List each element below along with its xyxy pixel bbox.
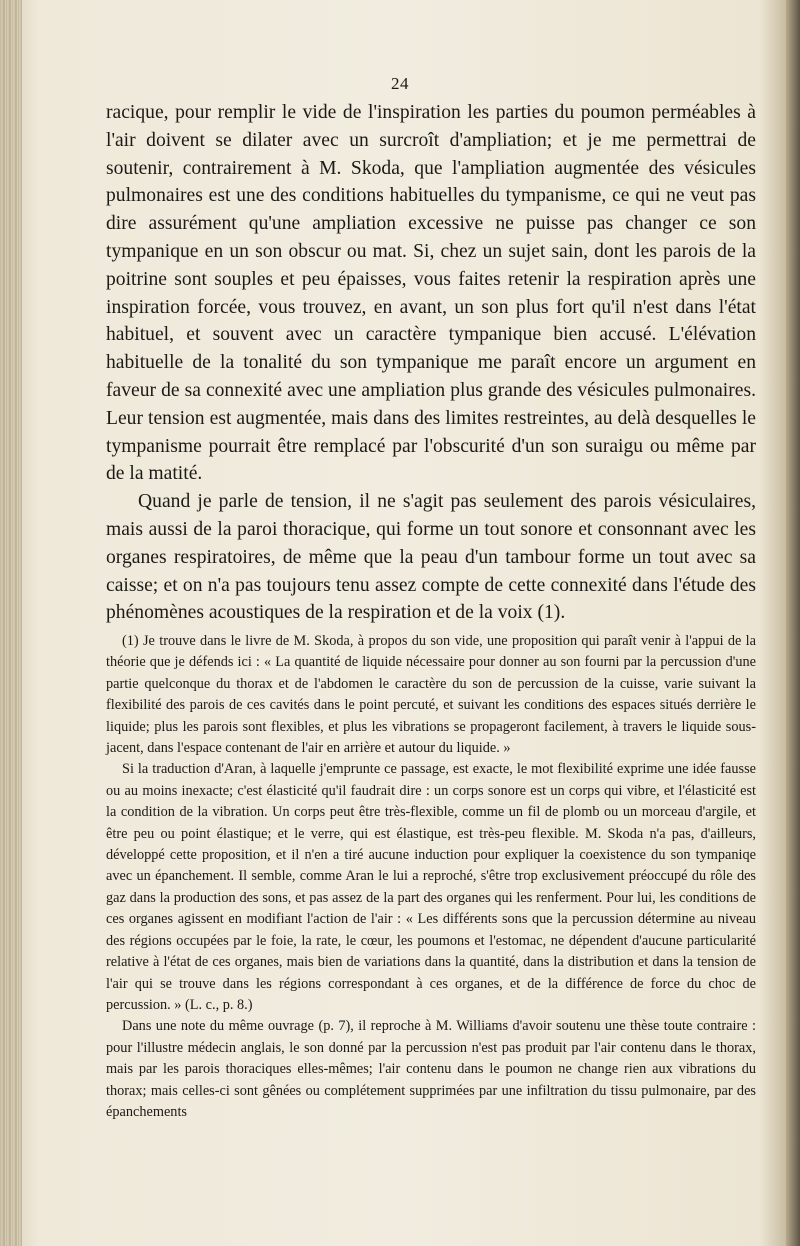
page-right-shadow (786, 0, 800, 1246)
main-text (106, 99, 756, 627)
footnote-paragraph-1: (1) Je trouve dans le livre de M. Skoda, à propos du son vide, une proposition qui paraît venir à l'appui de la théorie que je défends ici : « La quantité de liquide nécessaire pour donner au son fourni par la percussion d'une partie quelconque du thorax et de l'abdomen le caractère du son de percussion de la cuisse, varie suivant la flexibilité des parois de ces cavités dans le point percuté, et suivant les conditions des espaces situés derrière le liquide; plus les parois sont flexibles, et plus les vibrations se propageront facilement, à travers le liquide sous-jacent, dans l'espace contenant de l'air en arrière et autour du liquide. » (106, 633, 756, 757)
body-paragraph-2: Quand je parle de tension, il ne s'agit pas seulement des parois vésiculaires, mais aussi de la paroi thoracique, qui forme un tout sonore et consonnant avec les organes respiratoires, de même que la peau d'un tambour forme un tout avec sa caisse; et on n'a pas toujours tenu assez compte de cette connexité dans l'étude des phénomènes acoustiques de la respiration et de la voix (1). (106, 491, 756, 624)
body-paragraph-1: racique, pour remplir le vide de l'inspiration les parties du poumon perméables à l'air doivent se dilater avec un surcroît d'ampliation; et je me permettrai de soutenir, contrairement à M. Skoda, que l'ampliation augmentée des vésicules pulmonaires est une des conditions habituelles du tympanisme, ce qui ne veut pas dire assurément qu'une ampliation excessive ne puisse pas changer ce son tympanique en un son obscur ou mat. Si, chez un sujet sain, dont les parois de la poitrine sont souples et peu épaisses, vous faites retenir la respiration après une inspiration forcée, vous trouvez, en avant, un son plus fort qu'il n'est dans l'état habituel, et souvent avec un caractère tympanique bien accusé. L'élévation habituelle de la tonalité du son tympanique me paraît encore un argument en faveur de sa connexité avec une ampliation plus grande des vésicules pulmonaires. Leur tension est augmentée, mais dans des limites restreintes, au delà desquelles le tympanisme pourrait être remplacé par l'obscurité d'un son suraigu ou même par de la matité. (106, 102, 756, 485)
page-left-shadow (0, 0, 22, 1246)
footnote (106, 631, 756, 1123)
footnote-paragraph-3: Dans une note du même ouvrage (p. 7), il reproche à M. Williams d'avoir soutenu une thèse toute contraire : pour l'illustre médecin anglais, le son donné par la percussion n'est pas produit par l'air contenu dans le thorax, mais par les parois thoraciques elles-mêmes; l'air contenu dans le poumon ne change rien aux vibrations du thorax; mais celles-ci sont gênées ou complétement supprimées par une infiltration du tissu pulmonaire, par des épanchements (106, 1018, 756, 1120)
footnote-paragraph-2: Si la traduction d'Aran, à laquelle j'emprunte ce passage, est exacte, le mot flexibilité exprime une idée fausse ou au moins inexacte; c'est élasticité qu'il faudrait dire : un corps sonore est un corps qui vibre, et l'élasticité est la condition de la vibration. Un corps peut être très-flexible, comme un fil de plomb ou un morceau d'argile, et être peu ou point élastique; et le verre, qui est élastique, est très-peu flexible. M. Skoda n'a pas, d'ailleurs, développé cette proposition, et il n'en a tiré aucune induction pour expliquer la coexistence du son tympaniqe avec un épanchement. Il semble, comme Aran le lui a reproché, s'être trop exclusivement préoccupé du rôle des gaz dans la production des sons, et pas assez de la part des organes qui les renferment. Pour lui, les conditions de ces organes agissent en modifiant l'action de l'air : « Les différents sons que la percussion détermine au niveau des régions occupées par le foie, la rate, le cœur, les poumons et l'estomac, ne dépendent d'aucune particularité relative à l'état de ces organes, mais bien de variations dans la quantité, dans la distribution et dans la tension de l'air qui se trouve dans les régions correspondant à ces organes, et de la différence de force du choc de percussion. » (L. c., p. 8.) (106, 761, 756, 1013)
page-number: 24 (391, 74, 409, 93)
